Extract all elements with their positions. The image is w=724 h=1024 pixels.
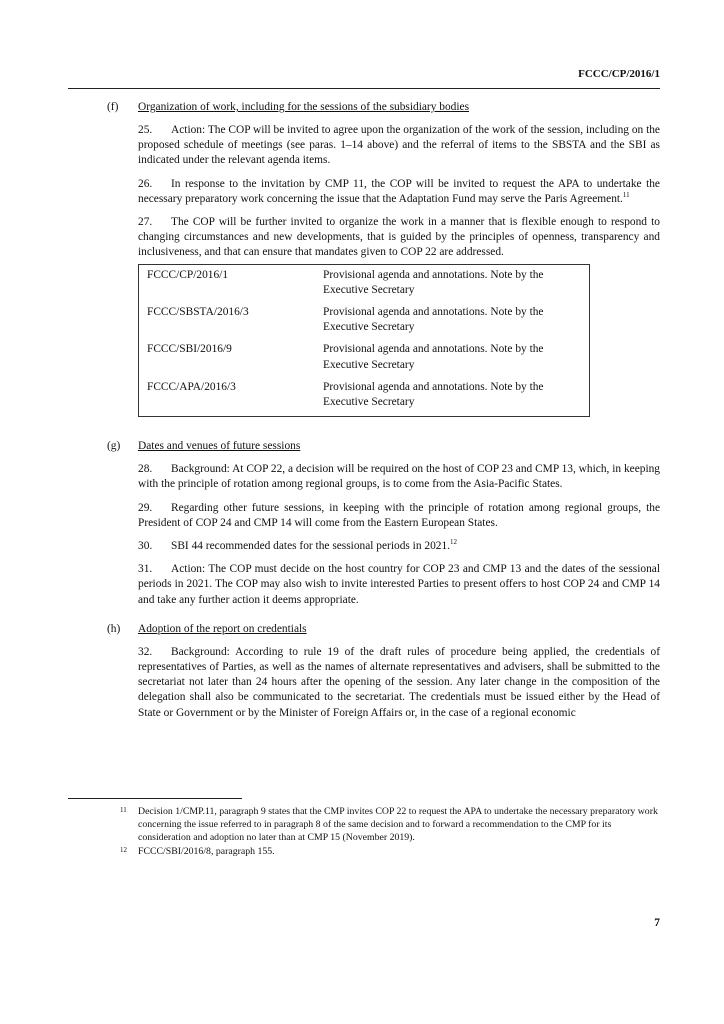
table-row [139,341,590,378]
paragraph-number: 25. [138,124,153,136]
section-title: Dates and venues of future sessions [138,440,301,453]
section-letter: (h) [107,622,121,635]
header-rule [68,88,660,89]
paragraph-number: 27. [138,216,153,229]
section-heading-h [68,622,660,637]
section-heading-f [68,100,660,115]
paragraph-31 [138,562,660,608]
paragraph-27 [138,215,660,261]
paragraph-29 [138,501,660,531]
paragraph-number: 31. [138,563,153,576]
footnote-reference[interactable]: 11 [622,191,630,200]
paragraph-text: In response to the invitation by CMP 11, the COP will be invited to request the APA to undertake the necessary preparatory work concerning the issue that the Adaptation Fund may serve the Paris Agreement. [138,177,660,205]
paragraph-number: 29. [138,501,153,514]
paragraph-text: Action: The COP must decide on the host country for COP 23 and CMP 13 and the dates of the sessional periods in 2021. The COP may also wish to invite interested Parties to present offers to host COP 24 and CMP 14 and take any further action it deems appropriate. [138,563,660,606]
paragraph-text: Background: At COP 22, a decision will be required on the host of COP 23 and CMP 13, which, in keeping with the principle of rotation among regional groups, is to come from the Asia-Pacific States. [138,463,660,491]
table-row [139,304,590,341]
paragraph-number: 30. [138,540,153,553]
document-title-cell: Provisional agenda and annotations. Note by the Executive Secretary [323,268,544,296]
paragraph-number: 28. [138,463,153,476]
paragraph-28 [138,462,660,492]
paragraph-text: SBI 44 recommended dates for the sessional periods in 2021. [171,540,451,553]
section-title: Organization of work, including for the sessions of the subsidiary bodies [138,101,470,113]
footnote-text: FCCC/SBI/2016/8, paragraph 155. [138,846,275,857]
document-symbol-cell: FCCC/SBI/2016/9 [147,343,232,356]
paragraph-25 [138,123,660,169]
footnote-reference[interactable]: 12 [450,538,458,547]
paragraph-text: Background: According to rule 19 of the draft rules of procedure being applied, the credentials of representatives of Parties, as well as the names of alternate representatives and advisers, shall be submitted to the secretariat not later than 24 hours after the opening of the session. Any later change in the composition of the delegation shall also be communicated to the secretariat. The credentials must be issued either by the Head of State or Government or by the Minister of Foreign Affairs or, in the case of a regional economic [138,645,660,719]
documents-table [138,264,590,418]
table-row [139,264,590,304]
section-heading-g [68,439,660,454]
document-title-cell: Provisional agenda and annotations. Note by the Executive Secretary [323,380,544,409]
document-body [68,100,660,729]
footnote-number: 11 [120,806,127,814]
footnotes [120,805,660,859]
document-title-cell: Provisional agenda and annotations. Note by the Executive Secretary [323,343,544,371]
paragraph-32 [138,645,660,721]
paragraph-text: Action: The COP will be invited to agree upon the organization of the work of the session, including on the proposed schedule of meetings (see paras. 1–14 above) and the referral of items to the SBSTA and the SBI as indicated under the relevant agenda items. [138,124,660,167]
footnote-12 [120,845,660,858]
footnote-number: 12 [120,846,127,854]
section-letter: (f) [107,101,119,113]
document-symbol-cell: FCCC/APA/2016/3 [147,380,236,393]
paragraph-30 [138,539,660,554]
page-number: 7 [654,917,660,929]
section-letter: (g) [107,440,121,453]
footnote-separator [68,798,242,799]
table-row [139,379,590,417]
paragraph-number: 32. [138,645,153,658]
paragraph-text: The COP will be further invited to organize the work in a manner that is flexible enough to respond to changing circumstances and new developments, that is guided by the principles of openness, transparency and inclusiveness, and that can ensure that mandates given to COP 22 are addressed. [138,216,660,259]
footnote-11 [120,805,660,844]
document-title-cell: Provisional agenda and annotations. Note by the Executive Secretary [323,306,544,334]
document-symbol-cell: FCCC/CP/2016/1 [147,268,229,281]
paragraph-26 [138,177,660,207]
paragraph-text: Regarding other future sessions, in keeping with the principle of rotation among regional groups, the President of COP 24 and CMP 14 will come from the Eastern European States. [138,501,660,529]
document-symbol-cell: FCCC/SBSTA/2016/3 [147,306,249,319]
footnote-text: Decision 1/CMP.11, paragraph 9 states that the CMP invites COP 22 to request the APA to undertake the necessary preparatory work concerning the issue referred to in paragraph 8 of the same decision and to forward a recommendation to the CMP for its consideration and adoption no later than at CMP 15 (November 2019). [138,806,658,843]
section-title: Adoption of the report on credentials [138,622,307,635]
document-symbol: FCCC/CP/2016/1 [578,68,660,80]
paragraph-number: 26. [138,177,153,190]
